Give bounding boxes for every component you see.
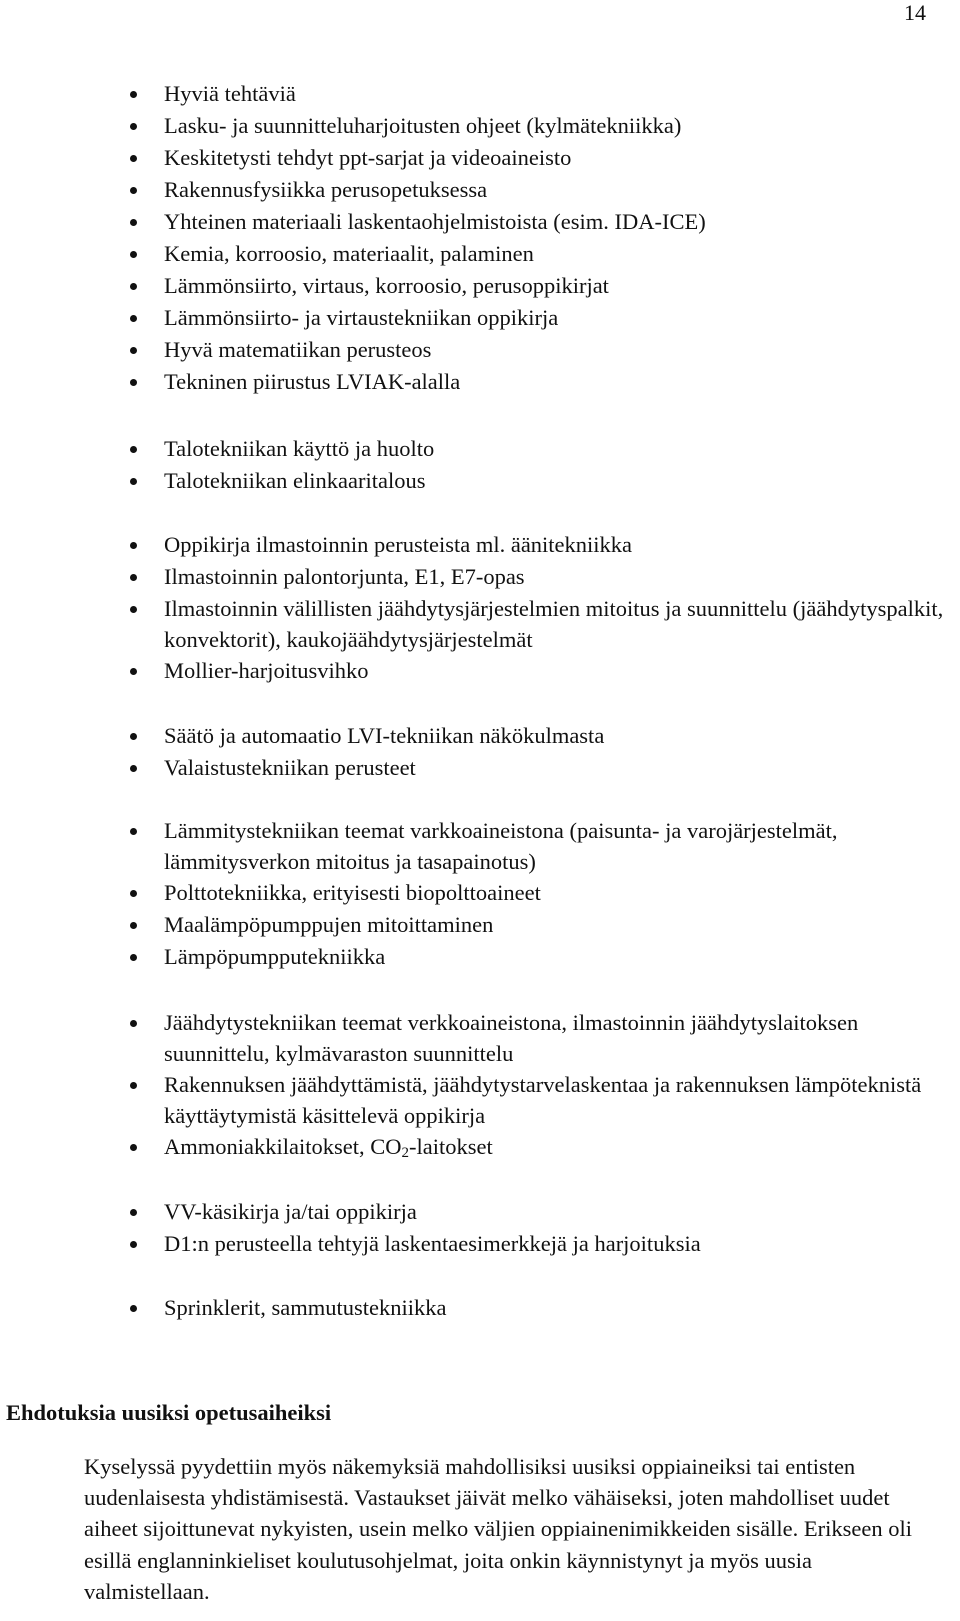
- chem-text-before: Ammoniakkilaitokset, CO: [164, 1134, 402, 1159]
- list-item: Yhteinen materiaali laskentaohjelmistoista (esim. IDA-ICE): [164, 206, 944, 238]
- list-item: Valaistustekniikan perusteet: [164, 752, 944, 784]
- list-item: Säätö ja automaatio LVI-tekniikan näkökulmasta: [164, 720, 944, 752]
- list-item: Sprinklerit, sammutustekniikka: [164, 1292, 944, 1324]
- section-heading: Ehdotuksia uusiksi opetusaiheiksi: [6, 1400, 332, 1425]
- list-item: Lasku- ja suunnitteluharjoitusten ohjeet (kylmätekniikka): [164, 110, 944, 142]
- list-item: Maalämpöpumppujen mitoittaminen: [164, 909, 944, 941]
- list-item: Lämmitystekniikan teemat varkkoaineistona (paisunta- ja varojärjestelmät, lämmitysverkon mitoitus ja tasapainotus): [164, 815, 944, 877]
- list-item: Rakennusfysiikka perusopetuksessa: [164, 174, 944, 206]
- list-item: Lämpöpumpputekniikka: [164, 941, 944, 973]
- bullet-list-heating: [164, 815, 944, 973]
- list-item: Lämmönsiirto- ja virtaustekniikan oppikirja: [164, 302, 944, 334]
- chem-subscript: 2: [401, 1145, 409, 1161]
- chem-text-after: -laitokset: [408, 1134, 493, 1159]
- list-item: Tekninen piirustus LVIAK-alalla: [164, 366, 944, 398]
- list-item: Hyviä tehtäviä: [164, 78, 944, 110]
- list-item: Jäähdytystekniikan teemat verkkoaineistona, ilmastoinnin jäähdytyslaitoksen suunnittelu, kylmävaraston suunnittelu: [164, 1007, 944, 1069]
- list-item: Polttotekniikka, erityisesti biopolttoaineet: [164, 877, 944, 909]
- list-item: D1:n perusteella tehtyjä laskentaesimerkkejä ja harjoituksia: [164, 1228, 944, 1260]
- bullet-list-cooling: [164, 1007, 944, 1169]
- bullet-list-general-materials: [164, 78, 944, 398]
- body-paragraph: Kyselyssä pyydettiin myös näkemyksiä mahdollisiksi uusiksi oppiaineiksi tai entisten uudenlaisesta yhdistämisestä. Vastaukset jäivät melko vähäiseksi, joten mahdolliset uudet aiheet sijoittunevat nykyisten, usein melko väljien oppiainenimikkeiden sisälle. Erikseen oli esillä englanninkieliset koulutusohjelmat, joita onkin käynnistynyt ja myös uusia valmistellaan.: [84, 1454, 912, 1604]
- bullet-list-water-sewage: [164, 1196, 944, 1260]
- list-item: Kemia, korroosio, materiaalit, palaminen: [164, 238, 944, 270]
- list-item: Ilmastoinnin välillisten jäähdytysjärjestelmien mitoitus ja suunnittelu (jäähdytyspalkit, konvektorit), kaukojäähdytysjärjestelmät: [164, 593, 944, 655]
- list-item: Hyvä matematiikan perusteos: [164, 334, 944, 366]
- list-item: Talotekniikan elinkaaritalous: [164, 465, 944, 497]
- list-item: Talotekniikan käyttö ja huolto: [164, 433, 944, 465]
- list-item: Rakennuksen jäähdyttämistä, jäähdytystarvelaskentaa ja rakennuksen lämpöteknistä käyttäytymistä käsittelevä oppikirja: [164, 1069, 944, 1131]
- bullet-list-building-services: [164, 433, 944, 497]
- bullet-list-automation: [164, 720, 944, 784]
- list-item: Keskitetysti tehdyt ppt-sarjat ja videoaineisto: [164, 142, 944, 174]
- page-number: 14: [904, 0, 926, 25]
- list-item: VV-käsikirja ja/tai oppikirja: [164, 1196, 944, 1228]
- bullet-list-fire-safety: [164, 1292, 944, 1324]
- list-item: Oppikirja ilmastoinnin perusteista ml. äänitekniikka: [164, 529, 944, 561]
- bullet-list-ventilation: [164, 529, 944, 687]
- list-item: Lämmönsiirto, virtaus, korroosio, perusoppikirjat: [164, 270, 944, 302]
- list-item: Ilmastoinnin palontorjunta, E1, E7-opas: [164, 561, 944, 593]
- list-item-chemical: [164, 1131, 944, 1169]
- list-item: Mollier-harjoitusvihko: [164, 655, 944, 687]
